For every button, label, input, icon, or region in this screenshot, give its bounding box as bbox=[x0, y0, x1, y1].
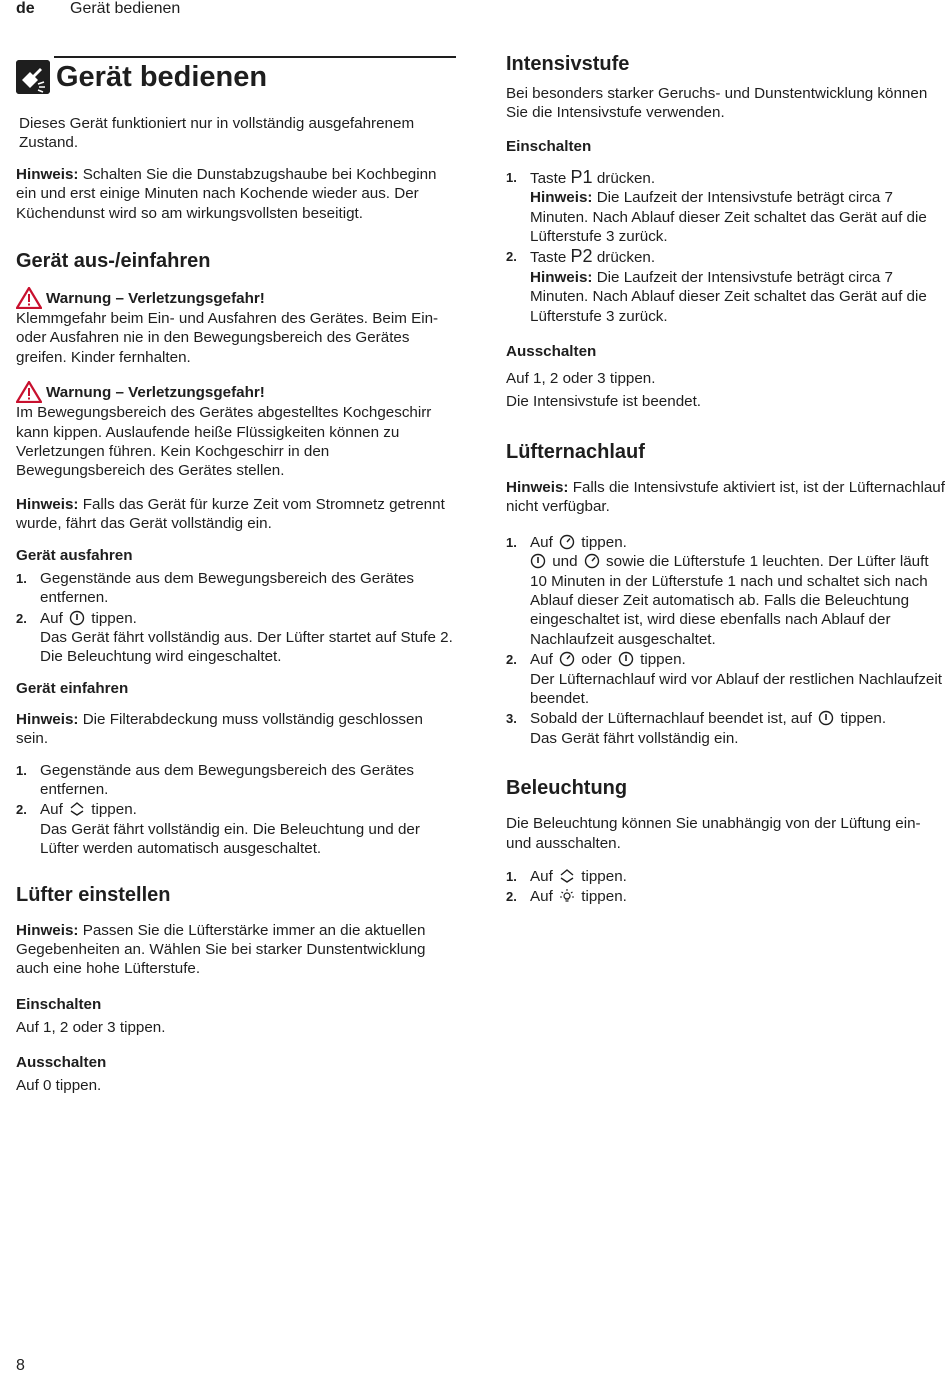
einfahren-note-text: Die Filterabdeckung muss vollständig geschlossen sein. bbox=[16, 710, 423, 748]
step-text-a: Auf bbox=[530, 888, 553, 906]
step-text-a: Taste bbox=[530, 249, 567, 267]
step-result: Das Gerät fährt vollständig ein. Die Beleuchtung und der Lüfter werden automatisch ausgeschaltet. bbox=[40, 820, 420, 858]
operation-hand-icon bbox=[16, 60, 50, 94]
luefter-note bbox=[16, 921, 456, 979]
einfahren-note bbox=[16, 710, 456, 749]
step-number: 2. bbox=[506, 249, 517, 265]
timer-icon bbox=[584, 553, 600, 569]
subheading-einschalten: Einschalten bbox=[16, 995, 102, 1013]
list-item bbox=[16, 761, 456, 800]
subheading-ausschalten: Ausschalten bbox=[506, 343, 597, 361]
step-number: 1. bbox=[16, 570, 27, 586]
step-text-a: Sobald der Lüfternachlauf beendet ist, auf bbox=[530, 710, 813, 728]
warning-heading bbox=[16, 287, 456, 309]
page-number: 8 bbox=[16, 1357, 25, 1374]
section-heading-nachlauf: Lüfternachlauf bbox=[506, 440, 645, 463]
left-column bbox=[16, 56, 456, 1108]
warning-title: Warnung – Verletzungsgefahr! bbox=[46, 289, 265, 307]
step-number: 1. bbox=[506, 169, 517, 185]
ausschalten-result: Die Intensivstufe ist beendet. bbox=[506, 393, 702, 411]
intro-note bbox=[16, 165, 456, 223]
intro-note-text: Schalten Sie die Dunstabzugshaube bei Kochbeginn ein und erst einige Minuten nach Kochende wieder aus. Der Küchendunst wird so am wirkungsvollsten beseitigt. bbox=[16, 165, 437, 222]
list-item bbox=[506, 887, 946, 906]
power-icon bbox=[69, 610, 85, 626]
warning-title: Warnung – Verletzungsgefahr! bbox=[46, 383, 265, 401]
hinweis-label: Hinweis: bbox=[16, 495, 79, 513]
warning-triangle-icon bbox=[16, 287, 42, 309]
list-item bbox=[506, 247, 946, 326]
ausschalten-text: Auf 0 tippen. bbox=[16, 1077, 102, 1095]
hinweis-label: Hinweis: bbox=[506, 478, 569, 496]
intro-text: Dieses Gerät funktioniert nur in vollständig ausgefahrenem Zustand. bbox=[19, 115, 415, 152]
hinweis-label: Hinweis: bbox=[530, 189, 593, 207]
power-icon bbox=[818, 710, 834, 726]
subheading-ausschalten: Ausschalten bbox=[16, 1054, 107, 1072]
step-text-b: tippen. bbox=[581, 867, 627, 885]
intensiv-intro: Bei besonders starker Geruchs- und Dunstentwicklung können Sie die Intensivstufe verwenden. bbox=[506, 85, 928, 122]
step-number: 2. bbox=[16, 802, 27, 818]
step-note bbox=[530, 268, 946, 326]
list-item bbox=[16, 800, 456, 858]
hinweis-label: Hinweis: bbox=[16, 710, 79, 728]
step-text-b: drücken. bbox=[596, 249, 656, 267]
step-text-a: Taste bbox=[530, 169, 567, 187]
list-item bbox=[16, 569, 456, 608]
list-item bbox=[506, 533, 946, 649]
chevron-up-down-icon bbox=[69, 801, 85, 817]
section-heading-luefter: Lüfter einstellen bbox=[16, 883, 171, 906]
step-text-b: tippen. bbox=[581, 888, 627, 906]
list-item bbox=[506, 709, 946, 748]
warning-text: Im Bewegungsbereich des Gerätes abgestelltes Kochgeschirr kann kippen. Auslaufende heiße Flüssigkeiten können zu Verletzungen führen. Kein Kochgeschirr in den Bewegungsbereich des Gerätes stellen. bbox=[16, 404, 432, 480]
ausfahren-steps bbox=[16, 569, 456, 667]
hinweis-label: Hinweis: bbox=[530, 268, 593, 286]
power-note-text: Falls das Gerät für kurze Zeit vom Stromnetz getrennt wurde, fährt das Gerät vollständig ein. bbox=[16, 495, 445, 533]
list-item bbox=[506, 650, 946, 708]
ausschalten-text: Auf 1, 2 oder 3 tippen. bbox=[506, 370, 656, 388]
subheading-einschalten: Einschalten bbox=[506, 137, 592, 155]
step-number: 3. bbox=[506, 711, 517, 727]
warning-text: Klemmgefahr beim Ein- und Ausfahren des Gerätes. Beim Ein- oder Ausfahren nie in den Bewegungsbereich des Gerätes greifen. Kinder fernhalten. bbox=[16, 310, 439, 366]
timer-icon bbox=[559, 534, 575, 550]
section-heading-beleuchtung: Beleuchtung bbox=[506, 777, 628, 800]
list-item bbox=[506, 168, 946, 247]
hinweis-label: Hinweis: bbox=[16, 165, 79, 183]
step-result: Das Gerät fährt vollständig ein. bbox=[530, 729, 739, 747]
language-code: de bbox=[16, 0, 35, 17]
step-text-a: Auf bbox=[40, 609, 63, 627]
timer-icon bbox=[559, 651, 575, 667]
step-number: 1. bbox=[506, 534, 517, 550]
warning-triangle-icon bbox=[16, 381, 42, 403]
beleuchtung-intro: Die Beleuchtung können Sie unabhängig von der Lüftung ein- und ausschalten. bbox=[506, 815, 921, 852]
step-text-b: tippen. bbox=[91, 801, 137, 819]
step-text-mid: oder bbox=[581, 651, 612, 669]
power-icon bbox=[530, 553, 546, 569]
header-title: Gerät bedienen bbox=[70, 0, 181, 17]
power-icon bbox=[618, 651, 634, 667]
p2-key-icon: P2 bbox=[570, 246, 593, 267]
step-result: Der Lüfternachlauf wird vor Ablauf der restlichen Nachlaufzeit beendet. bbox=[530, 670, 942, 707]
light-bulb-icon bbox=[559, 888, 575, 904]
step-text: Gegenstände aus dem Bewegungsbereich des Gerätes entfernen. bbox=[40, 569, 415, 607]
step-number: 2. bbox=[16, 610, 27, 626]
step-result bbox=[530, 552, 946, 649]
section-heading-aus-einfahren: Gerät aus-/einfahren bbox=[16, 250, 211, 273]
chevron-up-down-icon bbox=[559, 868, 575, 884]
subheading-ausfahren: Gerät ausfahren bbox=[16, 546, 133, 564]
step-text-b: tippen. bbox=[640, 651, 686, 669]
step-text-b: tippen. bbox=[91, 609, 137, 627]
nachlauf-note-text: Falls die Intensivstufe aktiviert ist, ist der Lüfternachlauf nicht verfügbar. bbox=[506, 478, 945, 516]
step-text-b: tippen. bbox=[581, 533, 627, 551]
page-title: Gerät bedienen bbox=[56, 61, 268, 93]
p1-key-icon: P1 bbox=[570, 166, 593, 187]
step-text-b: drücken. bbox=[596, 169, 656, 187]
subheading-einfahren: Gerät einfahren bbox=[16, 679, 129, 697]
power-note bbox=[16, 495, 456, 534]
warning-heading bbox=[16, 381, 456, 403]
page-header bbox=[16, 0, 181, 18]
luefter-note-text: Passen Sie die Lüfterstärke immer an die aktuellen Gegebenheiten an. Wählen Sie bei starker Dunstentwicklung auch eine hohe Lüfterstufe. bbox=[16, 921, 426, 978]
step-text-a: Auf bbox=[40, 801, 63, 819]
nachlauf-steps bbox=[506, 533, 946, 748]
step-result-a: und bbox=[552, 553, 578, 571]
step-note-text: Die Laufzeit der Intensivstufe beträgt circa 7 Minuten. Nach Ablauf dieser Zeit schaltet das Gerät auf die Lüfterstufe 3 zurück. bbox=[530, 268, 927, 325]
step-result: Das Gerät fährt vollständig aus. Der Lüfter startet auf Stufe 2. Die Beleuchtung wird eingeschaltet. bbox=[40, 628, 453, 666]
section-heading-intensivstufe: Intensivstufe bbox=[506, 53, 630, 75]
intensiv-steps bbox=[506, 168, 946, 326]
nachlauf-note bbox=[506, 478, 946, 517]
list-item bbox=[16, 609, 456, 667]
einschalten-text: Auf 1, 2 oder 3 tippen. bbox=[16, 1018, 166, 1036]
step-text: Gegenstände aus dem Bewegungsbereich des Gerätes entfernen. bbox=[40, 761, 415, 798]
step-text-a: Auf bbox=[530, 867, 553, 885]
step-result-b: sowie die Lüfterstufe 1 leuchten. Der Lüfter läuft 10 Minuten in der Lüfterstufe 1 nach und schaltet sich nach Ablauf dieser Zeit automatisch ab. Falls die Beleuchtung eingeschaltet ist, wird diese ebenfalls nach Ablauf der Nachlaufzeit ausgeschaltet. bbox=[530, 553, 929, 648]
right-column bbox=[506, 52, 946, 919]
step-note bbox=[530, 188, 946, 246]
step-number: 1. bbox=[16, 762, 27, 778]
list-item bbox=[506, 867, 946, 886]
step-text-a: Auf bbox=[530, 651, 553, 669]
step-text-b: tippen. bbox=[840, 710, 887, 728]
beleuchtung-steps bbox=[506, 867, 946, 907]
step-note-text: Die Laufzeit der Intensivstufe beträgt circa 7 Minuten. Nach Ablauf dieser Zeit schaltet das Gerät auf die Lüfterstufe 3 zurück. bbox=[530, 189, 927, 246]
main-title-row bbox=[54, 56, 456, 96]
step-number: 1. bbox=[506, 868, 517, 884]
step-number: 2. bbox=[506, 889, 517, 905]
einfahren-steps bbox=[16, 761, 456, 859]
hinweis-label: Hinweis: bbox=[16, 921, 79, 939]
step-number: 2. bbox=[506, 652, 517, 668]
step-text-a: Auf bbox=[530, 533, 553, 551]
